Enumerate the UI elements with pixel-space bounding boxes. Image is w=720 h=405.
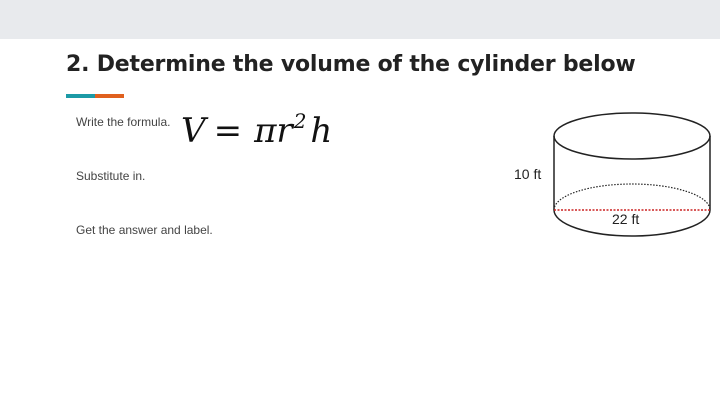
formula-volume-symbol: V [181,111,206,151]
diameter-label: 22 ft [612,211,640,227]
height-label: 10 ft [514,166,542,182]
step-substitute: Substitute in. [76,169,146,183]
cylinder-diagram [514,106,714,240]
formula-radius: r [276,111,293,151]
cylinder-bottom-back-arc [554,184,710,210]
volume-formula [181,109,333,151]
cylinder-top-ellipse [554,113,710,159]
step-write-formula: Write the formula. [76,115,171,129]
formula-pi: π [254,111,277,151]
accent-bar-orange [95,94,124,98]
formula-exponent: 2 [293,109,307,133]
formula-height: h [310,111,333,151]
top-band [0,0,720,39]
slide-title: 2. Determine the volume of the cylinder below [66,52,636,77]
formula-equals: = [213,111,243,151]
step-answer-label: Get the answer and label. [76,223,213,237]
accent-bar-teal [66,94,95,98]
